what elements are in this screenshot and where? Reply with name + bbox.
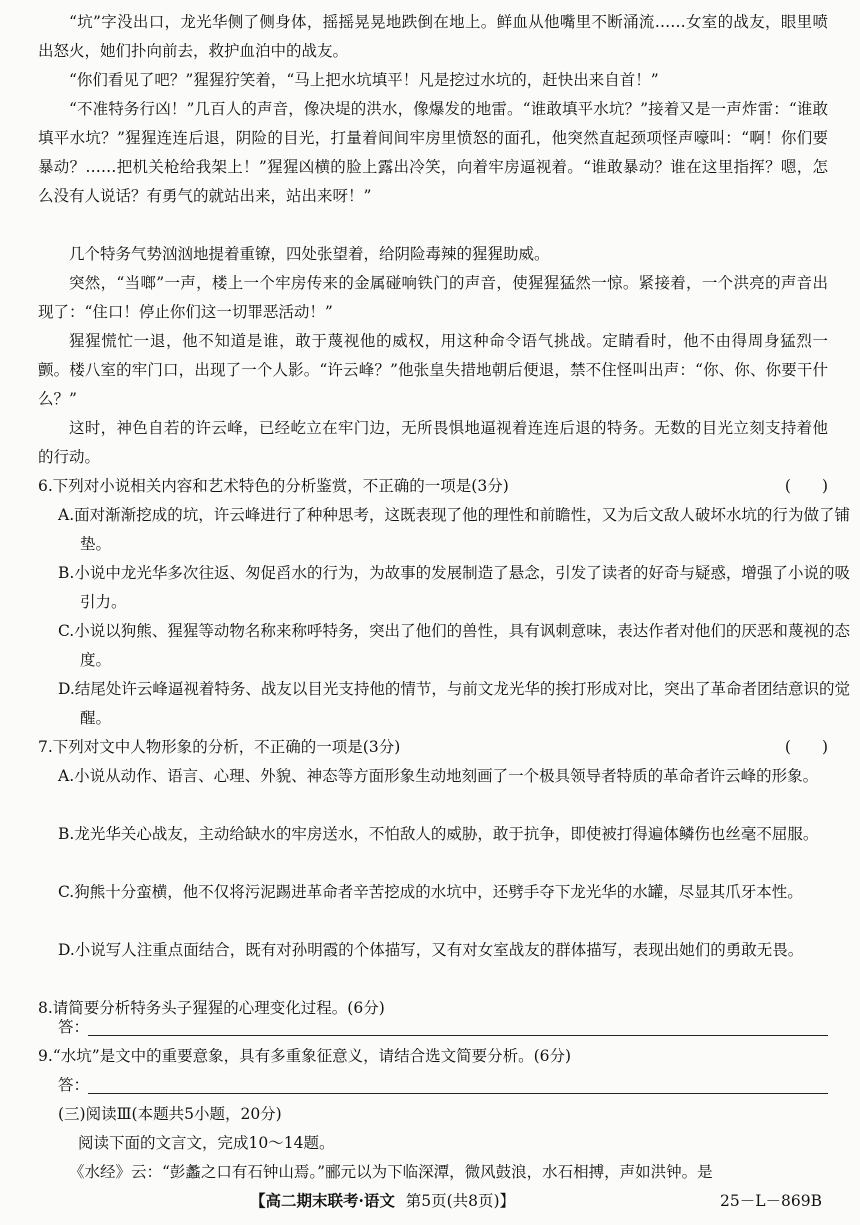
- question-9: [38, 1042, 828, 1071]
- classical-text-line: 《水经》云：“彭蠡之口有石钟山焉。”郦元以为下临深潭，微风鼓浪，水石相搏，声如洪钟。是: [69, 1163, 713, 1181]
- story-paragraph: “不准特务行凶！”几百人的声音，像决堤的洪水，像爆发的地雷。“谁敢填平水坑？”接着又是一声炸雷：“谁敢填平水坑？”猩猩连连后退，阴险的目光，打量着间间牢房里愤怒的面孔，他突然直起颈项怪声嚎叫：“啊！你们要暴动？……把机关枪给我架上！”猩猩凶横的脸上露出冷笑，向着牢房逼视着。“谁敢暴动？谁在这里指挥？嗯，怎么没有人说话？有勇气的就站出来，站出来呀！”: [38, 100, 828, 205]
- question-stem: 8.请简要分析特务头子猩猩的心理变化过程。(6分): [38, 999, 385, 1017]
- option-b: B.小说中龙光华多次往返、匆促舀水的行为，为故事的发展制造了悬念，引发了读者的好奇与疑惑，增强了小说的吸引力。: [58, 564, 850, 611]
- option-c: C.小说以狗熊、猩猩等动物名称来称呼特务，突出了他们的兽性，具有讽刺意味，表达作者对他们的厌恶和蔑视的态度。: [58, 622, 850, 669]
- question-7: [38, 733, 828, 762]
- footer-title-wrap: [250, 1187, 515, 1215]
- option-c: C.狗熊十分蛮横，他不仅将污泥踢进革命者辛苦挖成的水坑中，还劈手夺下龙光华的水罐，尽显其爪牙本性。: [58, 883, 803, 901]
- story-paragraph: 这时，神色自若的许云峰，已经屹立在牢门边，无所畏惧地逼视着连连后退的特务。无数的目光立刻支持着他的行动。: [38, 419, 828, 466]
- answer-row: [58, 1071, 828, 1100]
- option-d: D.结尾处许云峰逼视着特务、战友以目光支持他的情节，与前文龙光华的挨打形成对比，突出了革命者团结意识的觉醒。: [58, 680, 850, 727]
- answer-bracket: ( ): [784, 477, 828, 495]
- answer-line[interactable]: [88, 1093, 828, 1094]
- footer-title: 【高二期末联考·语文: [250, 1191, 395, 1210]
- option-b: B.龙光华关心战友，主动给缺水的牢房送水，不怕敌人的威胁，敢于抗争，即使被打得遍体鳞伤也丝毫不屈服。: [58, 825, 819, 843]
- answer-label: 答：: [58, 1018, 90, 1036]
- story-paragraph: 突然，“当啷”一声，楼上一个牢房传来的金属碰响铁门的声音，使猩猩猛然一惊。紧接着，一个洪亮的声音出现了：“住口！停止你们这一切罪恶活动！”: [38, 274, 828, 321]
- page-footer: [0, 1187, 860, 1215]
- question-stem: 7.下列对文中人物形象的分析，不正确的一项是(3分): [38, 738, 401, 756]
- answer-row: [58, 1013, 828, 1042]
- answer-bracket: ( ): [784, 738, 828, 756]
- section-instruction: 阅读下面的文言文，完成10～14题。: [78, 1134, 335, 1152]
- option-d: D.小说写人注重点面结合，既有对孙明霞的个体描写，又有对女室战友的群体描写，表现出她们的勇敢无畏。: [58, 941, 804, 959]
- question-6: [38, 472, 828, 501]
- option-a: A.面对渐渐挖成的坑，许云峰进行了种种思考，这既表现了他的理性和前瞻性，又为后文敌人破坏水坑的行为做了铺垫。: [58, 506, 850, 553]
- story-paragraph: 几个特务气势汹汹地提着重镣，四处张望着，给阴险毒辣的猩猩助威。: [69, 245, 550, 263]
- story-paragraph: “坑”字没出口，龙光华侧了侧身体，摇摇晃晃地跌倒在地上。鲜血从他嘴里不断涌流……女室的战友，眼里喷出怒火，她们扑向前去，救护血泊中的战友。: [38, 13, 828, 60]
- answer-line[interactable]: [88, 1035, 828, 1036]
- footer-page-number: 第5页(共8页)】: [405, 1192, 516, 1210]
- story-paragraph: “你们看见了吧？”猩猩狞笑着，“马上把水坑填平！凡是挖过水坑的，赶快出来自首！”: [69, 71, 659, 89]
- story-paragraph: 猩猩慌忙一退，他不知道是谁，敢于蔑视他的威权，用这种命令语气挑战。定睛看时，他不由得周身猛烈一颤。楼八室的牢门口，出现了一个人影。“许云峰？”他张皇失措地朝后便退，禁不住怪叫出声：“你、你、你要干什么？”: [38, 332, 828, 408]
- footer-code: 25－L－869B: [720, 1192, 822, 1210]
- answer-label: 答：: [58, 1076, 90, 1094]
- question-stem: 9.“水坑”是文中的重要意象，具有多重象征意义，请结合选文简要分析。(6分): [38, 1047, 572, 1065]
- section-heading: (三)阅读Ⅲ(本题共5小题，20分): [58, 1105, 282, 1123]
- question-stem: 6.下列对小说相关内容和艺术特色的分析鉴赏，不正确的一项是(3分): [38, 477, 509, 495]
- option-a: A.小说从动作、语言、心理、外貌、神态等方面形象生动地刻画了一个极具领导者特质的革命者许云峰的形象。: [58, 767, 819, 785]
